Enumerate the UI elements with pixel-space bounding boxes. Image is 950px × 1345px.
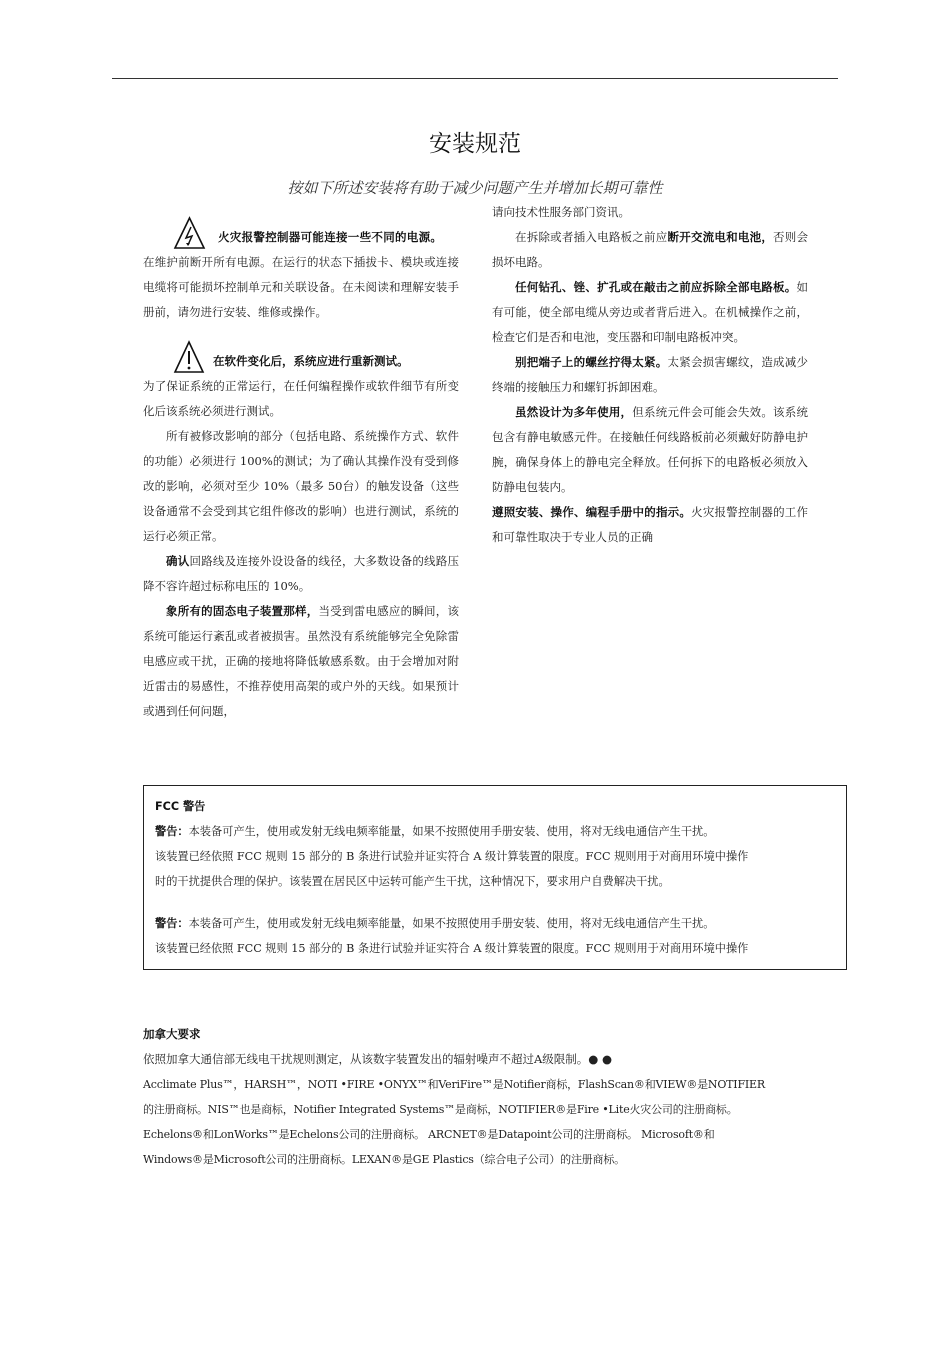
fcc-block2-text: 本装备可产生，使用或发射无线电频率能量，如果不按照使用手册安装、使用，将对无线电通信产生干扰。	[188, 917, 715, 930]
fcc-block1-text: 本装备可产生，使用或发射无线电频率能量，如果不按照使用手册安装、使用，将对无线电通信产生干扰。	[188, 825, 715, 838]
warning-1-heading: 火灾报警控制器可能连接一些不同的电源。	[218, 230, 443, 244]
power-tail: 否则会损坏电路。	[492, 230, 809, 269]
canada-requirements	[143, 1022, 809, 1172]
trademark-line4: Windows®是Microsoft公司的注册商标。LEXAN®是GE Plastics（综合电子公司）的注册商标。	[143, 1153, 625, 1166]
drilling-lead: 任何钻孔、锉、扩孔或在敲击之前应拆除全部电路板。	[515, 280, 797, 294]
screw-paragraph	[492, 350, 808, 400]
lightning-paragraph	[143, 599, 459, 724]
warning-1	[143, 200, 459, 250]
screw-text: 太紧会损害螺纹，造成减少终端的接触压力和螺钉拆卸困难。	[492, 355, 809, 394]
follow-paragraph	[492, 500, 808, 550]
canada-line1: 依照加拿大通信部无线电干扰规则测定，从该数字装置发出的辐射噪声不超过A级限制。● ●	[143, 1052, 613, 1066]
fcc-spacer	[155, 894, 835, 911]
drilling-text: 如有可能，使全部电缆从旁边或者背后进入。在机械操作之前，检查它们是否和电池，变压器和印制电路板冲突。	[492, 280, 808, 344]
lightning-warning-icon	[173, 216, 206, 250]
warning-1-text: 在维护前断开所有电源。在运行的状态下插拔卡、模块或连接电缆将可能损坏控制单元和关联设备。在未阅读和理解安装手册前，请勿进行安装、维修或操作。	[143, 255, 459, 319]
fcc-block2-line1	[155, 911, 835, 936]
page-subtitle: 按如下所述安装将有助于减少问题产生并增加长期可靠性	[287, 179, 663, 197]
warning-2	[143, 328, 459, 374]
fcc-block1-label: 警告：	[155, 825, 189, 838]
fcc-block1-line3: 时的干扰提供合理的保护。该装置在居民区中运转可能产生干扰，这种情况下，要求用户自费解决干扰。	[155, 875, 670, 888]
design-lead: 虽然设计为多年使用，	[515, 405, 633, 419]
warning-2-heading: 在软件变化后，系统应进行重新测试。	[213, 354, 409, 368]
trademark-line3: Echelons®和LonWorks™是Echelons公司的注册商标。 ARCNET®是Datapoint公司的注册商标。 Microsoft®和	[143, 1128, 715, 1141]
fcc-block1-line1	[155, 819, 835, 844]
canada-heading: 加拿大要求	[143, 1027, 201, 1041]
power-paragraph	[492, 225, 808, 275]
fcc-block2-line2: 该装置已经依照 FCC 规则 15 部分的 B 条进行试验并证实符合 A 级计算装置的限度。FCC 规则用于对商用环境中操作	[155, 942, 749, 955]
fcc-block1-line2: 该装置已经依照 FCC 规则 15 部分的 B 条进行试验并证实符合 A 级计算装置的限度。FCC 规则用于对商用环境中操作	[155, 850, 749, 863]
screw-lead: 别把端子上的螺丝拧得太紧。	[515, 355, 668, 369]
follow-text: 火灾报警控制器的工作和可靠性取决于专业人员的正确	[492, 505, 809, 544]
drilling-paragraph	[492, 275, 808, 350]
page-title: 安装规范	[429, 131, 521, 157]
service-continuation: 请向技术性服务部门资讯。	[492, 205, 630, 219]
fcc-block2-label: 警告：	[155, 917, 189, 930]
left-column	[143, 200, 459, 724]
trademark-line2: 的注册商标。NIS™也是商标，Notifier Integrated Systems™是商标，NOTIFIER®是Fire •Lite火灾公司的注册商标。	[143, 1103, 738, 1116]
warning-2-text: 为了保证系统的正常运行，在任何编程操作或软件细节有所变化后该系统必须进行测试。	[143, 379, 459, 418]
modification-paragraph: 所有被修改影响的部分（包括电路、系统操作方式、软件的功能）必须进行 100%的测试；为了确认其操作没有受到修改的影响，必须对至少 10%（最多 50台）的触发设备（这些设备通常不会受到其它组件修改的影响）也进行测试，系统的运行必须正常。	[143, 429, 459, 543]
wiring-lead: 确认	[166, 554, 190, 568]
power-bold: 断开交流电和电池，	[667, 230, 774, 244]
right-column	[492, 200, 808, 550]
fcc-heading: FCC 警告	[155, 800, 206, 813]
wiring-paragraph	[143, 549, 459, 599]
follow-lead: 遵照安装、操作、编程手册中的指示。	[492, 505, 692, 519]
lightning-lead: 象所有的固态电子装置那样，	[166, 604, 319, 618]
header-rule	[112, 78, 838, 79]
caution-icon	[173, 340, 205, 374]
design-text: 但系统元件会可能会失效。该系统包含有静电敏感元件。在接触任何线路板前必须戴好防静电护腕，确保身体上的静电完全释放。任何拆下的电路板必须放入防静电包装内。	[492, 405, 809, 494]
design-paragraph	[492, 400, 808, 500]
fcc-warning-box	[143, 785, 847, 970]
power-text: 在拆除或者插入电路板之前应	[515, 230, 668, 244]
lightning-text: 当受到雷电感应的瞬间，该系统可能运行紊乱或者被损害。虽然没有系统能够完全免除雷电感应或干扰，正确的接地将降低敏感系数。由于会增加对附近雷击的易感性，不推荐使用高架的或户外的天线。如果预计或遇到任何问题，	[143, 604, 460, 718]
wiring-text: 回路线及连接外设设备的线径，大多数设备的线路压降不容许超过标称电压的 10%。	[143, 554, 460, 593]
trademark-line1: Acclimate Plus™，HARSH™，NOTI •FIRE •ONYX™和VeriFire™是Notifier商标，FlashScan®和VIEW®是NOTIFIER	[143, 1078, 765, 1091]
